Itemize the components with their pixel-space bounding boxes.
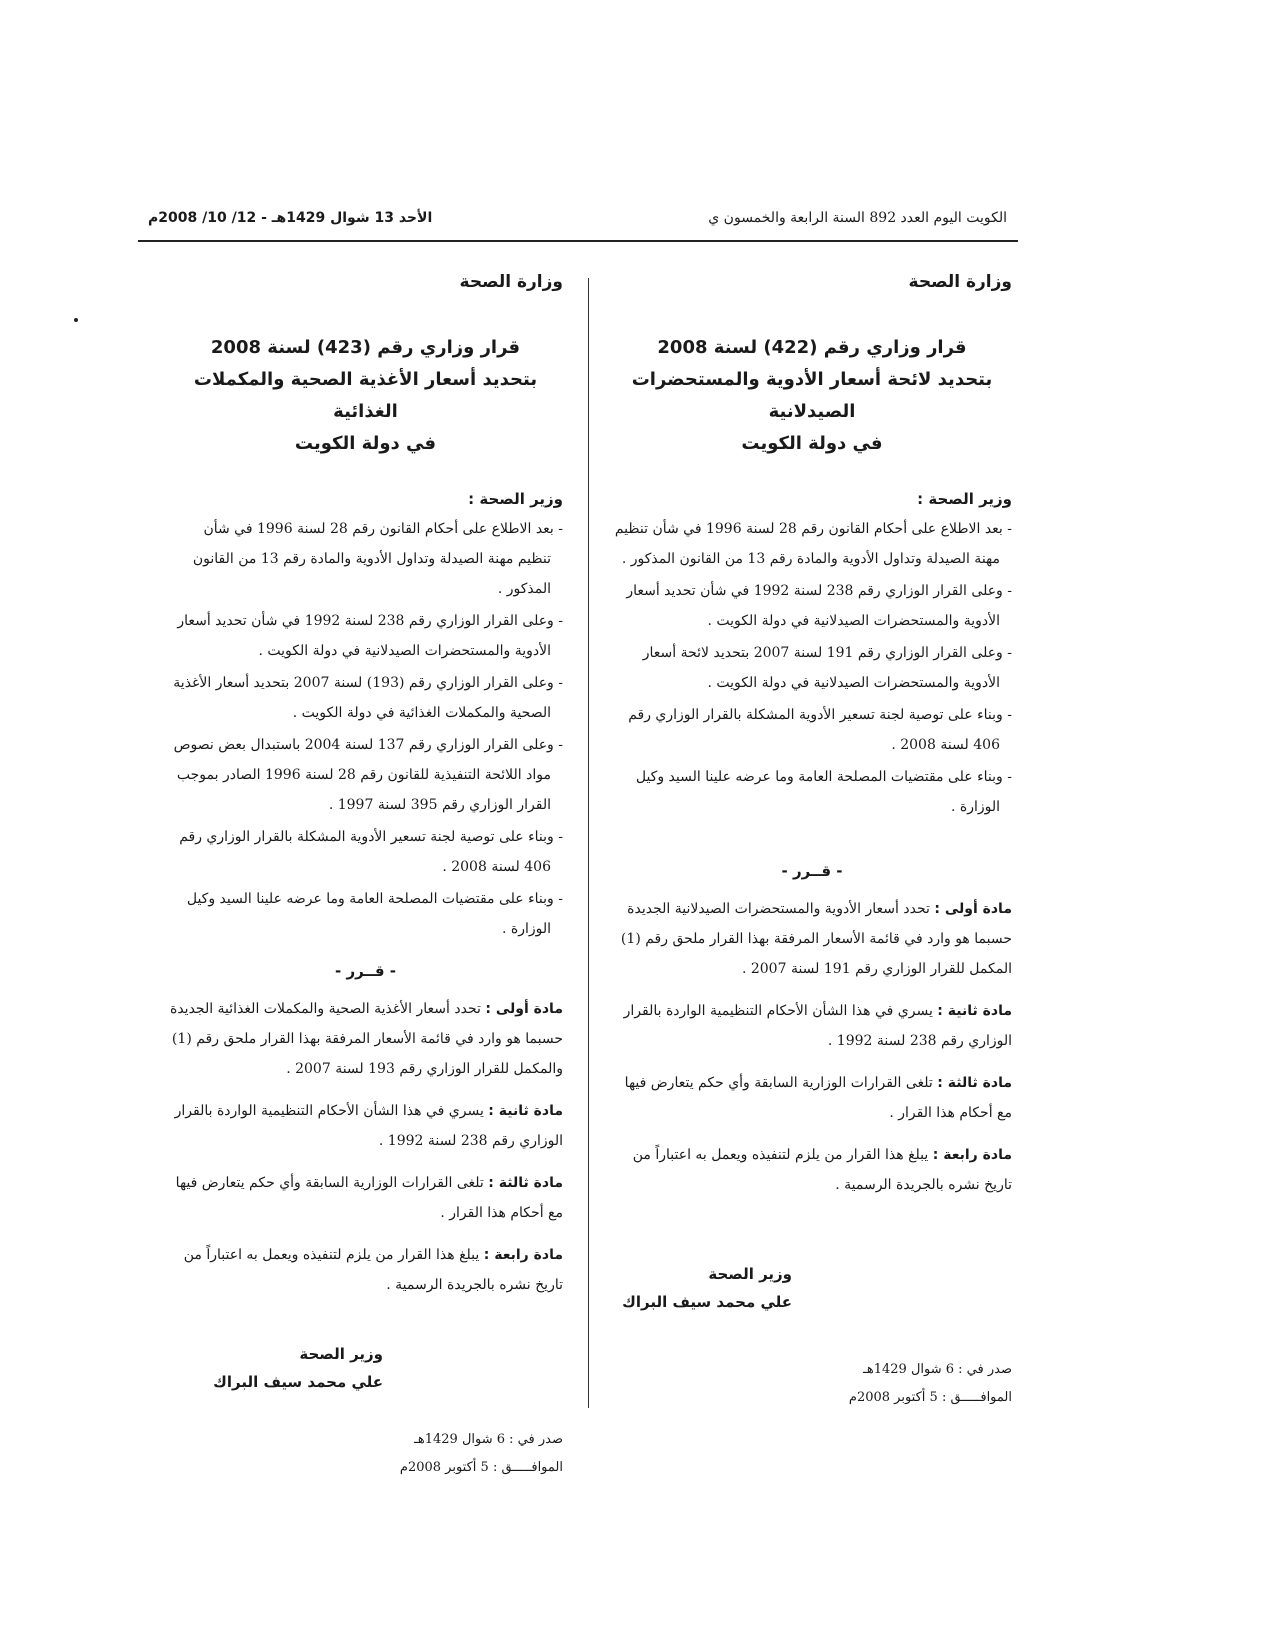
article-label: مادة ثالثة : (937, 1075, 1012, 1091)
ministry-heading: وزارة الصحة (459, 272, 563, 292)
decree-title-line: في دولة الكويت (294, 433, 437, 454)
article-1 (612, 894, 1012, 984)
article-text: تحدد أسعار الأغذية الصحية والمكملات الغذائية الجديدة حسبما هو وارد في قائمة الأسعار المرفقة بهذا القرار ملحق رقم (1) والمكمل للقرار الوزاري رقم 193 لسنة 2007 . (169, 1001, 563, 1077)
decided-heading: - قــرر - (781, 862, 843, 880)
article-label: مادة رابعة : (932, 1147, 1012, 1163)
decree-title-line: بتحديد لائحة أسعار الأدوية والمستحضرات الصيدلانية (631, 369, 993, 422)
article-text: تحدد أسعار الأدوية والمستحضرات الصيدلانية الجديدة حسبما هو وارد في قائمة الأسعار المرفقة بهذا القرار ملحق رقم (1) المكمل للقرار الوزاري رقم 191 لسنة 2007 . (620, 901, 1012, 977)
article-3 (168, 1168, 563, 1228)
article-text: يبلغ هذا القرار من يلزم لتنفيذه ويعمل به اعتباراً من تاريخ نشره بالجريدة الرسمية . (632, 1147, 1012, 1193)
decree-title-line: قرار وزاري رقم (423) لسنة 2008 (210, 337, 521, 358)
article-text: يبلغ هذا القرار من يلزم لتنفيذه ويعمل به اعتباراً من تاريخ نشره بالجريدة الرسمية . (183, 1247, 563, 1293)
article-text: يسري في هذا الشأن الأحكام التنظيمية الواردة بالقرار الوزاري رقم 238 لسنة 1992 . (623, 1003, 1012, 1049)
decree-422-column (612, 272, 1012, 1412)
column-divider (588, 278, 589, 1408)
article-text: تلغى القرارات الوزارية السابقة وأي حكم يتعارض فيها مع أحكام هذا القرار . (175, 1175, 563, 1221)
scan-mark (74, 318, 78, 322)
corresponding-line: الموافـــــق : 5 أكتوبر 2008م (848, 1390, 1012, 1405)
recital: - وبناء على توصية لجنة تسعير الأدوية المشكلة بالقرار الوزاري رقم 406 لسنة 2008 . (628, 707, 1012, 753)
decree-423-column (168, 272, 563, 1482)
article-text: يسري في هذا الشأن الأحكام التنظيمية الواردة بالقرار الوزاري رقم 238 لسنة 1992 . (174, 1103, 563, 1149)
article-text: تلغى القرارات الوزارية السابقة وأي حكم يتعارض فيها مع أحكام هذا القرار . (624, 1075, 1012, 1121)
decided-heading: - قــرر - (335, 962, 396, 980)
recital: - بعد الاطلاع على أحكام القانون رقم 28 لسنة 1996 في شأن تنظيم مهنة الصيدلة وتداول الأدوية والمادة رقم 13 من القانون المذكور . (192, 521, 563, 597)
article-4 (612, 1140, 1012, 1200)
article-1 (168, 994, 563, 1084)
decree-title-line: بتحديد أسعار الأغذية الصحية والمكملات الغذائية (193, 369, 538, 422)
signature-title: وزير الصحة (708, 1265, 792, 1283)
decree-title (168, 332, 563, 460)
article-2 (168, 1096, 563, 1156)
header-issue-info: الكويت اليوم العدد 892 السنة الرابعة والخمسون ي (708, 210, 1007, 226)
minister-intro: وزير الصحة : (917, 490, 1012, 508)
header-rule (138, 240, 1018, 242)
decree-title-line: قرار وزاري رقم (422) لسنة 2008 (657, 337, 967, 358)
recital: - وبناء على مقتضيات المصلحة العامة وما عرضه علينا السيد وكيل الوزارة . (186, 891, 563, 937)
article-label: مادة ثالثة : (488, 1175, 563, 1191)
recital: - وعلى القرار الوزاري رقم 191 لسنة 2007 بتحديد لائحة أسعار الأدوية والمستحضرات الصيدلانية في دولة الكويت . (642, 645, 1012, 691)
recital: - وعلى القرار الوزاري رقم 238 لسنة 1992 في شأن تحديد أسعار الأدوية والمستحضرات الصيدلانية في دولة الكويت . (626, 583, 1012, 629)
issued-line: صدر في : 6 شوال 1429هـ (414, 1432, 563, 1447)
signature-name: علي محمد سيف البراك (622, 1293, 792, 1311)
article-label: مادة ثانية : (488, 1103, 563, 1119)
recital: - بعد الاطلاع على أحكام القانون رقم 28 لسنة 1996 في شأن تنظيم مهنة الصيدلة وتداول الأدوية والمادة رقم 13 من القانون المذكور . (614, 521, 1012, 567)
recital: - وعلى القرار الوزاري رقم 137 لسنة 2004 باستبدال بعض نصوص مواد اللائحة التنفيذية للقانون رقم 28 لسنة 1996 الصادر بموجب القرار الوزاري رقم 395 لسنة 1997 . (173, 737, 563, 813)
recital: - وبناء على مقتضيات المصلحة العامة وما عرضه علينا السيد وكيل الوزارة . (635, 769, 1012, 815)
article-label: مادة رابعة : (483, 1247, 563, 1263)
article-label: مادة أولى : (485, 1001, 563, 1017)
issue-date-block (612, 1356, 1012, 1412)
header-date: الأحد 13 شوال 1429هـ - 12/ 10/ 2008م (148, 210, 433, 226)
minister-intro: وزير الصحة : (468, 490, 563, 508)
issue-date-block (168, 1426, 563, 1482)
issued-line: صدر في : 6 شوال 1429هـ (863, 1362, 1012, 1377)
signature-block (168, 1340, 383, 1396)
recital: - وبناء على توصية لجنة تسعير الأدوية المشكلة بالقرار الوزاري رقم 406 لسنة 2008 . (179, 829, 563, 875)
article-4 (168, 1240, 563, 1300)
recital: - وعلى القرار الوزاري رقم 238 لسنة 1992 في شأن تحديد أسعار الأدوية والمستحضرات الصيدلانية في دولة الكويت . (177, 613, 563, 659)
article-2 (612, 996, 1012, 1056)
ministry-heading: وزارة الصحة (908, 272, 1012, 292)
signature-title: وزير الصحة (299, 1345, 383, 1363)
article-label: مادة ثانية : (937, 1003, 1012, 1019)
article-label: مادة أولى : (934, 901, 1012, 917)
recital: - وعلى القرار الوزاري رقم (193) لسنة 2007 بتحديد أسعار الأغذية الصحية والمكملات الغذائية في دولة الكويت . (173, 675, 563, 721)
signature-block (612, 1260, 792, 1316)
decree-title (612, 332, 1012, 460)
corresponding-line: الموافـــــق : 5 أكتوبر 2008م (399, 1460, 563, 1475)
article-3 (612, 1068, 1012, 1128)
decree-title-line: في دولة الكويت (741, 433, 883, 454)
signature-name: علي محمد سيف البراك (213, 1373, 383, 1391)
